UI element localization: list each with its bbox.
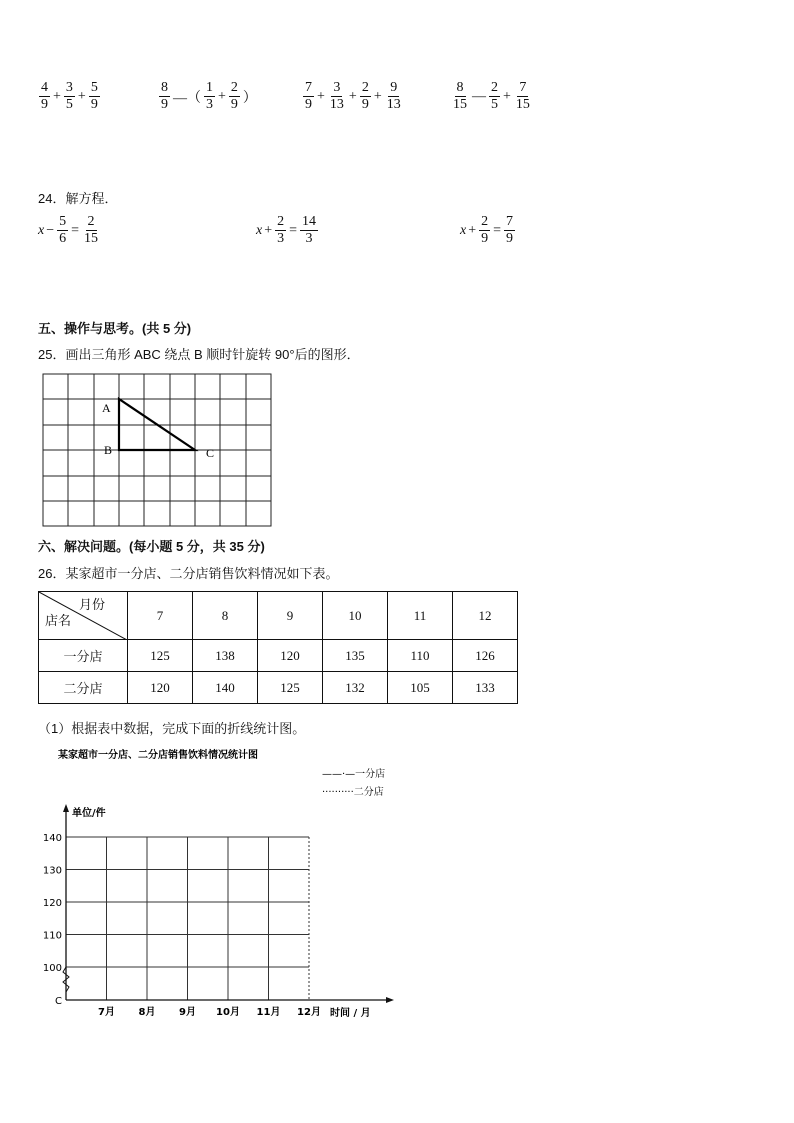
header-store-label: 店名 [45, 613, 72, 628]
q25-text: 25．画出三角形 ABC 绕点 B 顺时针旋转 90°后的图形． [38, 347, 360, 362]
y-tick-label: 130 [42, 865, 62, 877]
value-cell: 138 [193, 640, 258, 672]
section-6-heading: 六、解决问题。(每小题 5 分，共 35 分) [38, 539, 265, 554]
value-cell: 120 [128, 672, 193, 704]
store-name: 二分店 [39, 672, 128, 704]
y-tick-label: 140 [42, 833, 62, 844]
equation-2: x + $\frac{2}{3}$ = $\frac{14}{3}$ [256, 214, 317, 246]
table-row [39, 672, 518, 704]
chart-x-tick-labels [98, 1005, 321, 1018]
x-tick-label: 9月 [179, 1007, 196, 1018]
equation-3: x + $\frac{2}{9}$ = $\frac{7}{9}$ [460, 214, 514, 246]
label-c: C [206, 446, 215, 460]
header-month-label: 月份 [78, 597, 105, 612]
month-cell: 7 [128, 592, 193, 640]
x-axis-arrow [386, 997, 394, 1003]
month-cell: 9 [258, 592, 323, 640]
x-tick-label: 7月 [98, 1007, 115, 1018]
label-a: A [102, 401, 111, 415]
rotation-grid [40, 372, 276, 530]
month-cell: 10 [323, 592, 388, 640]
month-cell: 12 [453, 592, 518, 640]
q26-text: 26．某家超市一分店、二分店销售饮料情况如下表。 [38, 566, 339, 581]
table-row [39, 640, 518, 672]
value-cell: 120 [258, 640, 323, 672]
sales-table [38, 591, 518, 704]
chart-y-tick-labels [43, 833, 62, 1007]
value-cell: 105 [388, 672, 453, 704]
value-cell: 140 [193, 672, 258, 704]
x-tick-label: 10月 [216, 1007, 240, 1018]
x-tick-label: 12月 [297, 1007, 321, 1018]
y-tick-label: 120 [42, 898, 62, 909]
table-header-corner [39, 592, 128, 640]
value-cell: 110 [388, 640, 453, 672]
value-cell: 126 [453, 640, 518, 672]
x-axis-label: 时间 / 月 [330, 1008, 371, 1019]
value-cell: 125 [128, 640, 193, 672]
x-tick-label: 8月 [138, 1007, 156, 1018]
legend-entry-2: ··········二分店 [322, 787, 384, 798]
calc-expr-2: $\frac{8}{9}$ —（ $\frac{1}{3}$ + $\frac{2}{9}$ ） [161, 80, 257, 112]
store-name: 一分店 [39, 640, 128, 672]
y-axis-arrow [63, 804, 69, 812]
section-5-heading: 五、操作与思考。(共 5 分) [38, 321, 192, 336]
equation-1: x − $\frac{5}{6}$ = $\frac{2}{15}$ [38, 214, 99, 246]
month-cell: 8 [193, 592, 258, 640]
y-tick-label: 100 [42, 963, 62, 974]
q26-1-text: （1）根据表中数据，完成下面的折线统计图。 [38, 721, 306, 736]
calc-expr-1: $\frac{4}{9}$ + $\frac{3}{5}$ + $\frac{5}{9}$ [41, 80, 98, 112]
month-cell: 11 [388, 592, 453, 640]
legend-entry-1: ——·—一分店 [322, 769, 386, 780]
value-cell: 132 [323, 672, 388, 704]
label-b: B [104, 443, 113, 457]
q24-title: 24．解方程． [38, 191, 118, 206]
chart-grid [66, 837, 309, 1000]
y-tick-label: C [55, 996, 62, 1007]
calc-expr-3: $\frac{7}{9}$ + $\frac{3}{13}$ + $\frac{2}{9}$ + $\frac{9}{13}$ [305, 80, 401, 112]
calc-expr-4: $\frac{8}{15}$ — $\frac{2}{5}$ + $\frac{7}{15}$ [453, 80, 530, 112]
line-chart [30, 740, 440, 1025]
value-cell: 125 [258, 672, 323, 704]
y-axis-label: 单位/件 [72, 808, 106, 819]
y-tick-label: 110 [42, 930, 62, 942]
x-tick-label: 11月 [256, 1007, 281, 1018]
value-cell: 135 [323, 640, 388, 672]
value-cell: 133 [453, 672, 518, 704]
chart-title: 某家超市一分店、二分店销售饮料情况统计图 [58, 750, 258, 761]
